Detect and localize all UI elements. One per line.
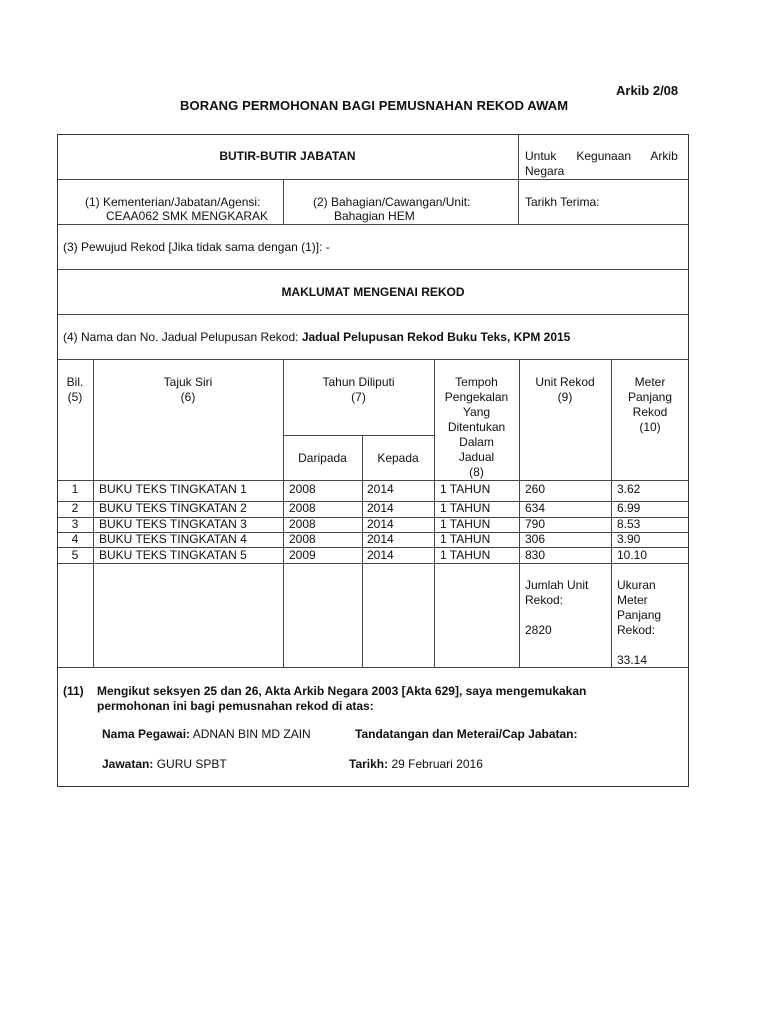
col-header-tahun: Tahun Diliputi (7) [322, 375, 395, 404]
records-heading: MAKLUMAT MENGENAI REKOD [281, 285, 465, 299]
table-row: 4 BUKU TEKS TINGKATAN 4 2008 2014 1 TAHUN 306 3.90 [71, 532, 641, 546]
archive-use-label: Untuk Kegunaan Arkib Negara [525, 149, 678, 178]
total-meter-label: Ukuran Meter Panjang Rekod: [617, 578, 662, 637]
officer-position [102, 757, 227, 772]
declaration-text: Mengikut seksyen 25 dan 26, Akta Arkib Negara 2003 [Akta 629], saya mengemukakan permohonan ini bagi pemusnahan rekod di atas: [97, 684, 587, 713]
schedule-line [63, 330, 570, 345]
schedule-label: (4) Nama dan No. Jadual Pelupusan Rekod: [63, 330, 302, 344]
position-label: Jawatan: [102, 757, 154, 771]
form-reference: Arkib 2/08 [616, 83, 679, 98]
record-creator-label: (3) Pewujud Rekod [Jika tidak sama dengan (1)]: - [63, 240, 330, 254]
ministry-label: (1) Kementerian/Jabatan/Agensi: [85, 195, 261, 209]
dept-heading: BUTIR-BUTIR JABATAN [219, 149, 356, 163]
officer-name [102, 727, 311, 742]
date-label: Tarikh: [349, 757, 389, 771]
table-row: 1 BUKU TEKS TINGKATAN 1 2008 2014 1 TAHUN 260 3.62 [71, 482, 641, 496]
form-title: BORANG PERMOHONAN BAGI PEMUSNAHAN REKOD AWAM [180, 98, 569, 113]
officer-name-value: ADNAN BIN MD ZAIN [192, 727, 311, 741]
table-row: 3 BUKU TEKS TINGKATAN 3 2008 2014 1 TAHUN 790 8.53 [71, 517, 641, 531]
division-label: (2) Bahagian/Cawangan/Unit: [313, 195, 471, 209]
declaration-date [349, 757, 483, 772]
col-header-tajuk: Tajuk Siri (6) [163, 375, 213, 404]
officer-name-label: Nama Pegawai: [102, 727, 191, 741]
table-row: 5 BUKU TEKS TINGKATAN 5 2009 2014 1 TAHUN 830 10.10 [71, 548, 648, 562]
table-row: 2 BUKU TEKS TINGKATAN 2 2008 2014 1 TAHUN 634 6.99 [71, 501, 641, 515]
total-meter-value: 33.14 [617, 653, 648, 667]
received-date-label: Tarikh Terima: [525, 195, 600, 209]
col-header-tempoh: Tempoh Pengekalan Yang Ditentukan Dalam Jadual (8) [444, 375, 509, 479]
declaration-number: (11) [63, 684, 84, 698]
signature-label: Tandatangan dan Meterai/Cap Jabatan: [355, 727, 578, 741]
total-unit-label: Jumlah Unit Rekod: [525, 578, 589, 607]
position-value: GURU SPBT [156, 757, 227, 771]
col-header-bil: Bil. (5) [66, 375, 84, 404]
col-header-unit: Unit Rekod (9) [535, 375, 595, 404]
col-header-daripada: Daripada [298, 451, 347, 465]
date-value: 29 Februari 2016 [391, 757, 483, 771]
col-header-meter: Meter Panjang Rekod (10) [627, 375, 673, 434]
total-unit-value: 2820 [525, 623, 552, 637]
col-header-kepada: Kepada [377, 451, 419, 465]
ministry-value: CEAA062 SMK MENGKARAK [106, 209, 269, 223]
schedule-value: Jadual Pelupusan Rekod Buku Teks, KPM 2015 [301, 330, 571, 344]
division-value: Bahagian HEM [334, 209, 415, 223]
